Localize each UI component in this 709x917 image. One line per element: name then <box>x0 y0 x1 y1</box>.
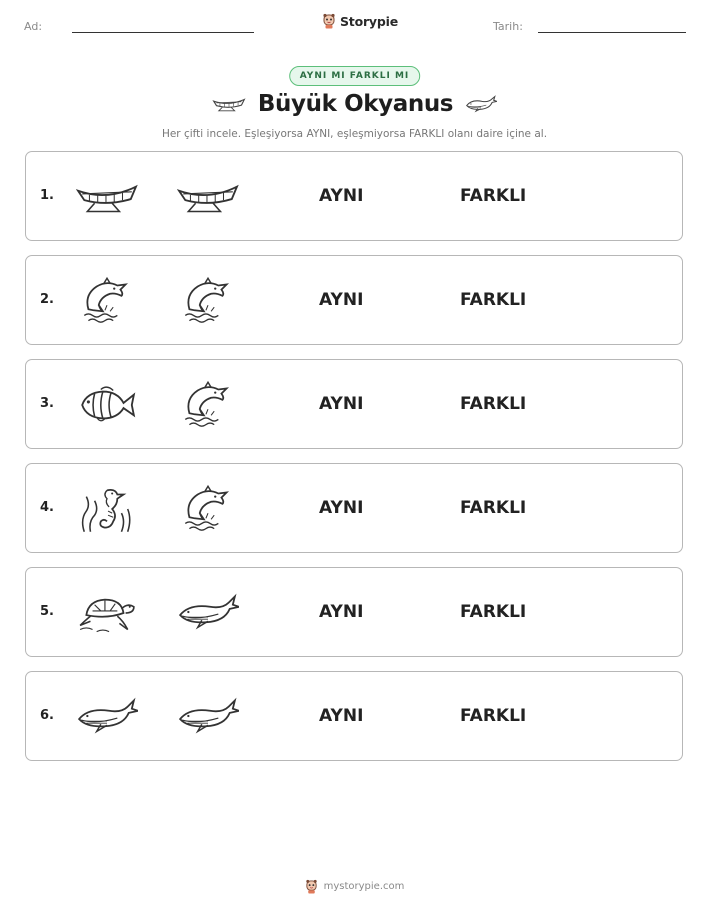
page-title: Büyük Okyanus <box>257 91 454 117</box>
dolphin-icon <box>177 484 239 534</box>
canoe-icon <box>76 172 138 222</box>
name-label: Ad: <box>24 20 43 33</box>
storypie-mascot-icon <box>322 13 336 29</box>
row-number: 5. <box>40 604 54 619</box>
storypie-mascot-icon <box>305 879 318 894</box>
row-number: 4. <box>40 500 54 515</box>
option-same[interactable]: AYNI <box>319 290 364 310</box>
canoe-icon <box>177 172 239 222</box>
dolphin-icon <box>177 380 239 430</box>
option-different[interactable]: FARKLI <box>460 394 527 414</box>
row-5 <box>25 567 683 657</box>
row-4 <box>25 463 683 553</box>
row-number: 2. <box>40 292 54 307</box>
row-2 <box>25 255 683 345</box>
dolphin-icon <box>177 276 239 326</box>
option-same[interactable]: AYNI <box>319 602 364 622</box>
row-6 <box>25 671 683 761</box>
whale-icon <box>465 95 497 113</box>
row-number: 3. <box>40 396 54 411</box>
whale-icon <box>177 692 239 742</box>
fish-icon <box>76 380 138 430</box>
footer <box>0 879 709 894</box>
title-row <box>0 91 709 117</box>
row-number: 1. <box>40 188 54 203</box>
option-different[interactable]: FARKLI <box>460 602 527 622</box>
row-1 <box>25 151 683 241</box>
option-different[interactable]: FARKLI <box>460 186 527 206</box>
brand-logo <box>322 13 398 29</box>
turtle-icon <box>76 588 138 638</box>
option-same[interactable]: AYNI <box>319 498 364 518</box>
activity-tag: AYNI MI FARKLI MI <box>289 66 421 86</box>
option-different[interactable]: FARKLI <box>460 498 527 518</box>
canoe-icon <box>212 96 246 112</box>
row-number: 6. <box>40 708 54 723</box>
instructions: Her çifti incele. Eşleşiyorsa AYNI, eşleşmiyorsa FARKLI olanı daire içine al. <box>161 128 548 140</box>
footer-url[interactable]: mystorypie.com <box>323 881 405 892</box>
brand-name: Storypie <box>340 13 398 29</box>
option-same[interactable]: AYNI <box>319 394 364 414</box>
dolphin-icon <box>76 276 138 326</box>
option-same[interactable]: AYNI <box>319 706 364 726</box>
option-same[interactable]: AYNI <box>319 186 364 206</box>
seahorse-icon <box>76 484 138 534</box>
date-line <box>538 32 686 33</box>
whale-icon <box>76 692 138 742</box>
name-line <box>72 32 254 33</box>
row-3 <box>25 359 683 449</box>
whale-icon <box>177 588 239 638</box>
option-different[interactable]: FARKLI <box>460 706 527 726</box>
date-label: Tarih: <box>493 20 523 33</box>
option-different[interactable]: FARKLI <box>460 290 527 310</box>
